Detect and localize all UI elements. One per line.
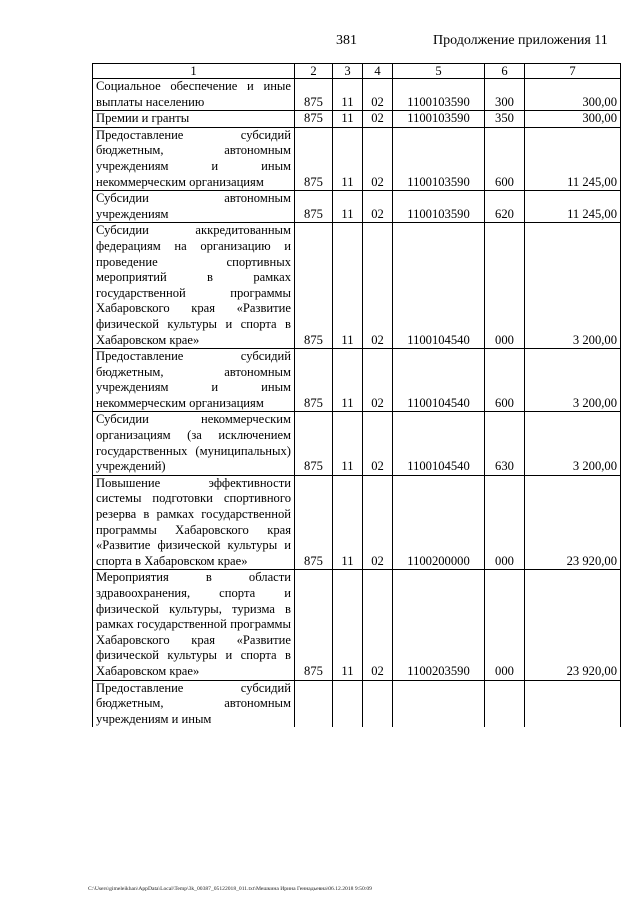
section-code: 11: [333, 475, 363, 570]
table-row: [93, 191, 621, 223]
target-item-code: [393, 680, 485, 727]
column-header: 4: [363, 64, 393, 79]
section-code: 11: [333, 349, 363, 412]
page-number: 381: [336, 33, 357, 48]
subsection-code: 02: [363, 111, 393, 128]
subsection-code: 02: [363, 570, 393, 680]
amount: [525, 680, 621, 727]
section-code: 11: [333, 79, 363, 111]
section-code: 11: [333, 191, 363, 223]
target-item-code: 1100104540: [393, 349, 485, 412]
target-item-code: 1100203590: [393, 570, 485, 680]
table-row: [93, 680, 621, 727]
column-header: 2: [295, 64, 333, 79]
subsection-code: 02: [363, 412, 393, 475]
expense-name: Предоставление субсидий бюджетным, автономным учреждениям и иным некоммерческим организациям: [93, 349, 295, 412]
table-row: [93, 111, 621, 128]
target-item-code: 1100103590: [393, 111, 485, 128]
ministry-code: 875: [295, 412, 333, 475]
table-row: [93, 475, 621, 570]
ministry-code: 875: [295, 127, 333, 190]
section-code: 11: [333, 412, 363, 475]
subsection-code: 02: [363, 349, 393, 412]
expense-name: Субсидии автономным учреждениям: [93, 191, 295, 223]
amount: 3 200,00: [525, 412, 621, 475]
expense-type-code: 300: [485, 79, 525, 111]
amount: 3 200,00: [525, 349, 621, 412]
expense-type-code: 630: [485, 412, 525, 475]
expense-name: Предоставление субсидий бюджетным, автономным учреждениям и иным некоммерческим организациям: [93, 127, 295, 190]
ministry-code: [295, 680, 333, 727]
expense-type-code: 600: [485, 127, 525, 190]
column-header: 6: [485, 64, 525, 79]
amount: 300,00: [525, 79, 621, 111]
column-header: 1: [93, 64, 295, 79]
target-item-code: 1100103590: [393, 127, 485, 190]
section-code: 11: [333, 127, 363, 190]
ministry-code: 875: [295, 191, 333, 223]
amount: 11 245,00: [525, 127, 621, 190]
ministry-code: 875: [295, 475, 333, 570]
column-header: 5: [393, 64, 485, 79]
subsection-code: 02: [363, 191, 393, 223]
expense-type-code: 350: [485, 111, 525, 128]
section-code: 11: [333, 570, 363, 680]
ministry-code: 875: [295, 223, 333, 349]
ministry-code: 875: [295, 79, 333, 111]
target-item-code: 1100103590: [393, 191, 485, 223]
expense-name: Субсидии некоммерческим организациям (за исключением государственных (муниципальных) учреждений): [93, 412, 295, 475]
target-item-code: 1100104540: [393, 223, 485, 349]
ministry-code: 875: [295, 570, 333, 680]
expense-name: Повышение эффективности системы подготовки спортивного резерва в рамках государственной программы Хабаровского края «Развитие физической культуры и спорта в Хабаровском крае»: [93, 475, 295, 570]
expense-name: Предоставление субсидий бюджетным, автономным учреждениям и иным: [93, 680, 295, 727]
target-item-code: 1100200000: [393, 475, 485, 570]
amount: 23 920,00: [525, 570, 621, 680]
expense-name: Социальное обеспечение и иные выплаты населению: [93, 79, 295, 111]
expense-type-code: 600: [485, 349, 525, 412]
amount: 300,00: [525, 111, 621, 128]
appendix-title: Продолжение приложения 11: [433, 33, 608, 48]
amount: 23 920,00: [525, 475, 621, 570]
budget-table: [92, 63, 621, 727]
ministry-code: 875: [295, 111, 333, 128]
column-number-row: [93, 64, 621, 79]
expense-type-code: 620: [485, 191, 525, 223]
target-item-code: 1100104540: [393, 412, 485, 475]
table-row: [93, 223, 621, 349]
subsection-code: 02: [363, 223, 393, 349]
table-row: [93, 412, 621, 475]
subsection-code: 02: [363, 475, 393, 570]
subsection-code: 02: [363, 127, 393, 190]
expense-type-code: 000: [485, 475, 525, 570]
expense-type-code: 000: [485, 223, 525, 349]
table-row: [93, 570, 621, 680]
table-row: [93, 127, 621, 190]
expense-name: Премии и гранты: [93, 111, 295, 128]
target-item-code: 1100103590: [393, 79, 485, 111]
amount: 11 245,00: [525, 191, 621, 223]
table-row: [93, 79, 621, 111]
section-code: 11: [333, 223, 363, 349]
section-code: [333, 680, 363, 727]
subsection-code: 02: [363, 79, 393, 111]
expense-name: Мероприятия в области здравоохранения, спорта и физической культуры, туризма в рамках государственной программы Хабаровского края «Развитие физической культуры и спорта в Хабаровском крае»: [93, 570, 295, 680]
table-row: [93, 349, 621, 412]
column-header: 3: [333, 64, 363, 79]
column-header: 7: [525, 64, 621, 79]
expense-name: Субсидии аккредитованным федерациям на организацию и проведение спортивных мероприятий в рамках государственной программы Хабаровского края «Развитие физической культуры и спорта в Хабаровском крае»: [93, 223, 295, 349]
ministry-code: 875: [295, 349, 333, 412]
footer-file-path: C:\Users\gimeleikhan\AppData\Local\Temp\3k_00387_05122018_011.txt\Мешкина Ирина Геннадьевна\06.12.2018 9:50:09: [88, 886, 372, 892]
expense-type-code: [485, 680, 525, 727]
subsection-code: [363, 680, 393, 727]
expense-type-code: 000: [485, 570, 525, 680]
section-code: 11: [333, 111, 363, 128]
amount: 3 200,00: [525, 223, 621, 349]
